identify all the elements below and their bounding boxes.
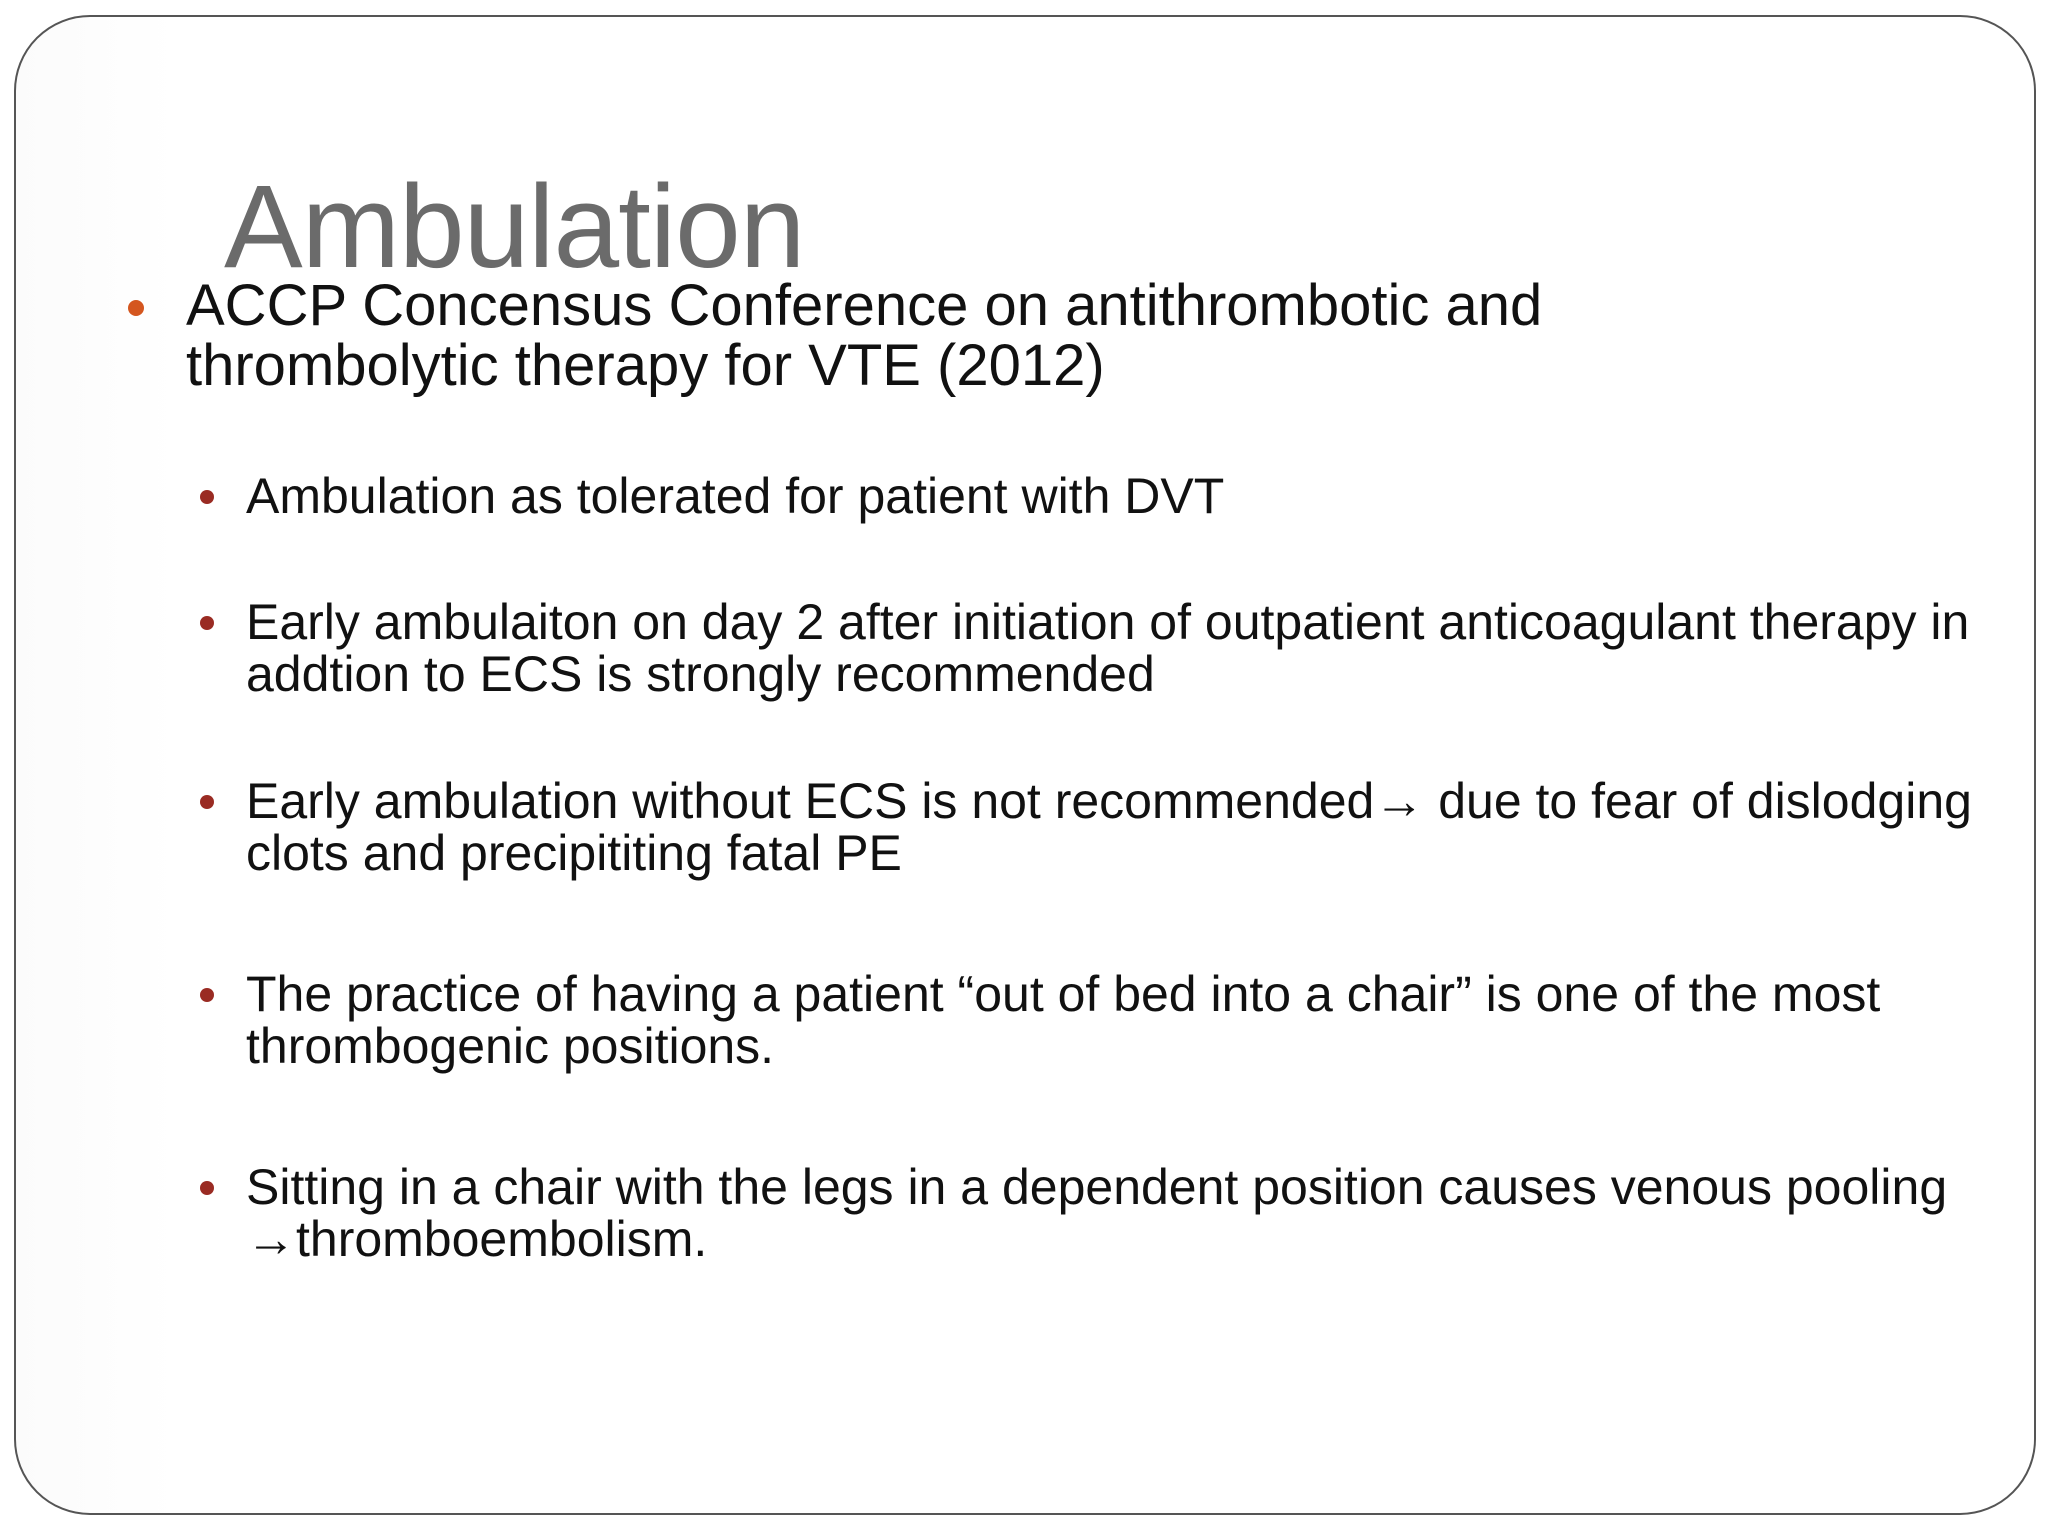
sub-bullet-item: [200, 775, 1986, 879]
bullet-dot-icon: [200, 490, 214, 504]
main-bullet-text: ACCP Concensus Conference on antithrombotic and thrombolytic therapy for VTE (2012): [186, 273, 1543, 398]
slide-title: Ambulation: [224, 161, 805, 293]
sub-bullet-text: Ambulation as tolerated for patient with DVT: [246, 468, 1225, 524]
sub-bullet-item: [200, 596, 1986, 700]
sub-bullet-item: [200, 470, 1986, 522]
sub-bullet-text: Early ambulaiton on day 2 after initiation of outpatient anticoagulant therapy in addtion to ECS is strongly recommended: [246, 594, 1970, 702]
bullet-dot-icon: [128, 300, 144, 316]
bullet-dot-icon: [200, 1181, 214, 1195]
sub-bullet-text: The practice of having a patient “out of bed into a chair” is one of the most thrombogenic positions.: [246, 966, 1881, 1074]
main-bullet-item: [126, 273, 1826, 398]
bullet-dot-icon: [200, 988, 214, 1002]
sub-bullet-item: [200, 968, 1986, 1072]
main-bullet-list: [126, 273, 1826, 398]
sub-bullet-item: [200, 1161, 1986, 1265]
sub-bullet-text: Sitting in a chair with the legs in a dependent position causes venous pooling →thromboembolism.: [246, 1159, 1948, 1267]
sub-bullet-text: Early ambulation without ECS is not recommended→ due to fear of dislodging clots and precipititing fatal PE: [246, 773, 1972, 881]
bullet-dot-icon: [200, 795, 214, 809]
bullet-dot-icon: [200, 616, 214, 630]
